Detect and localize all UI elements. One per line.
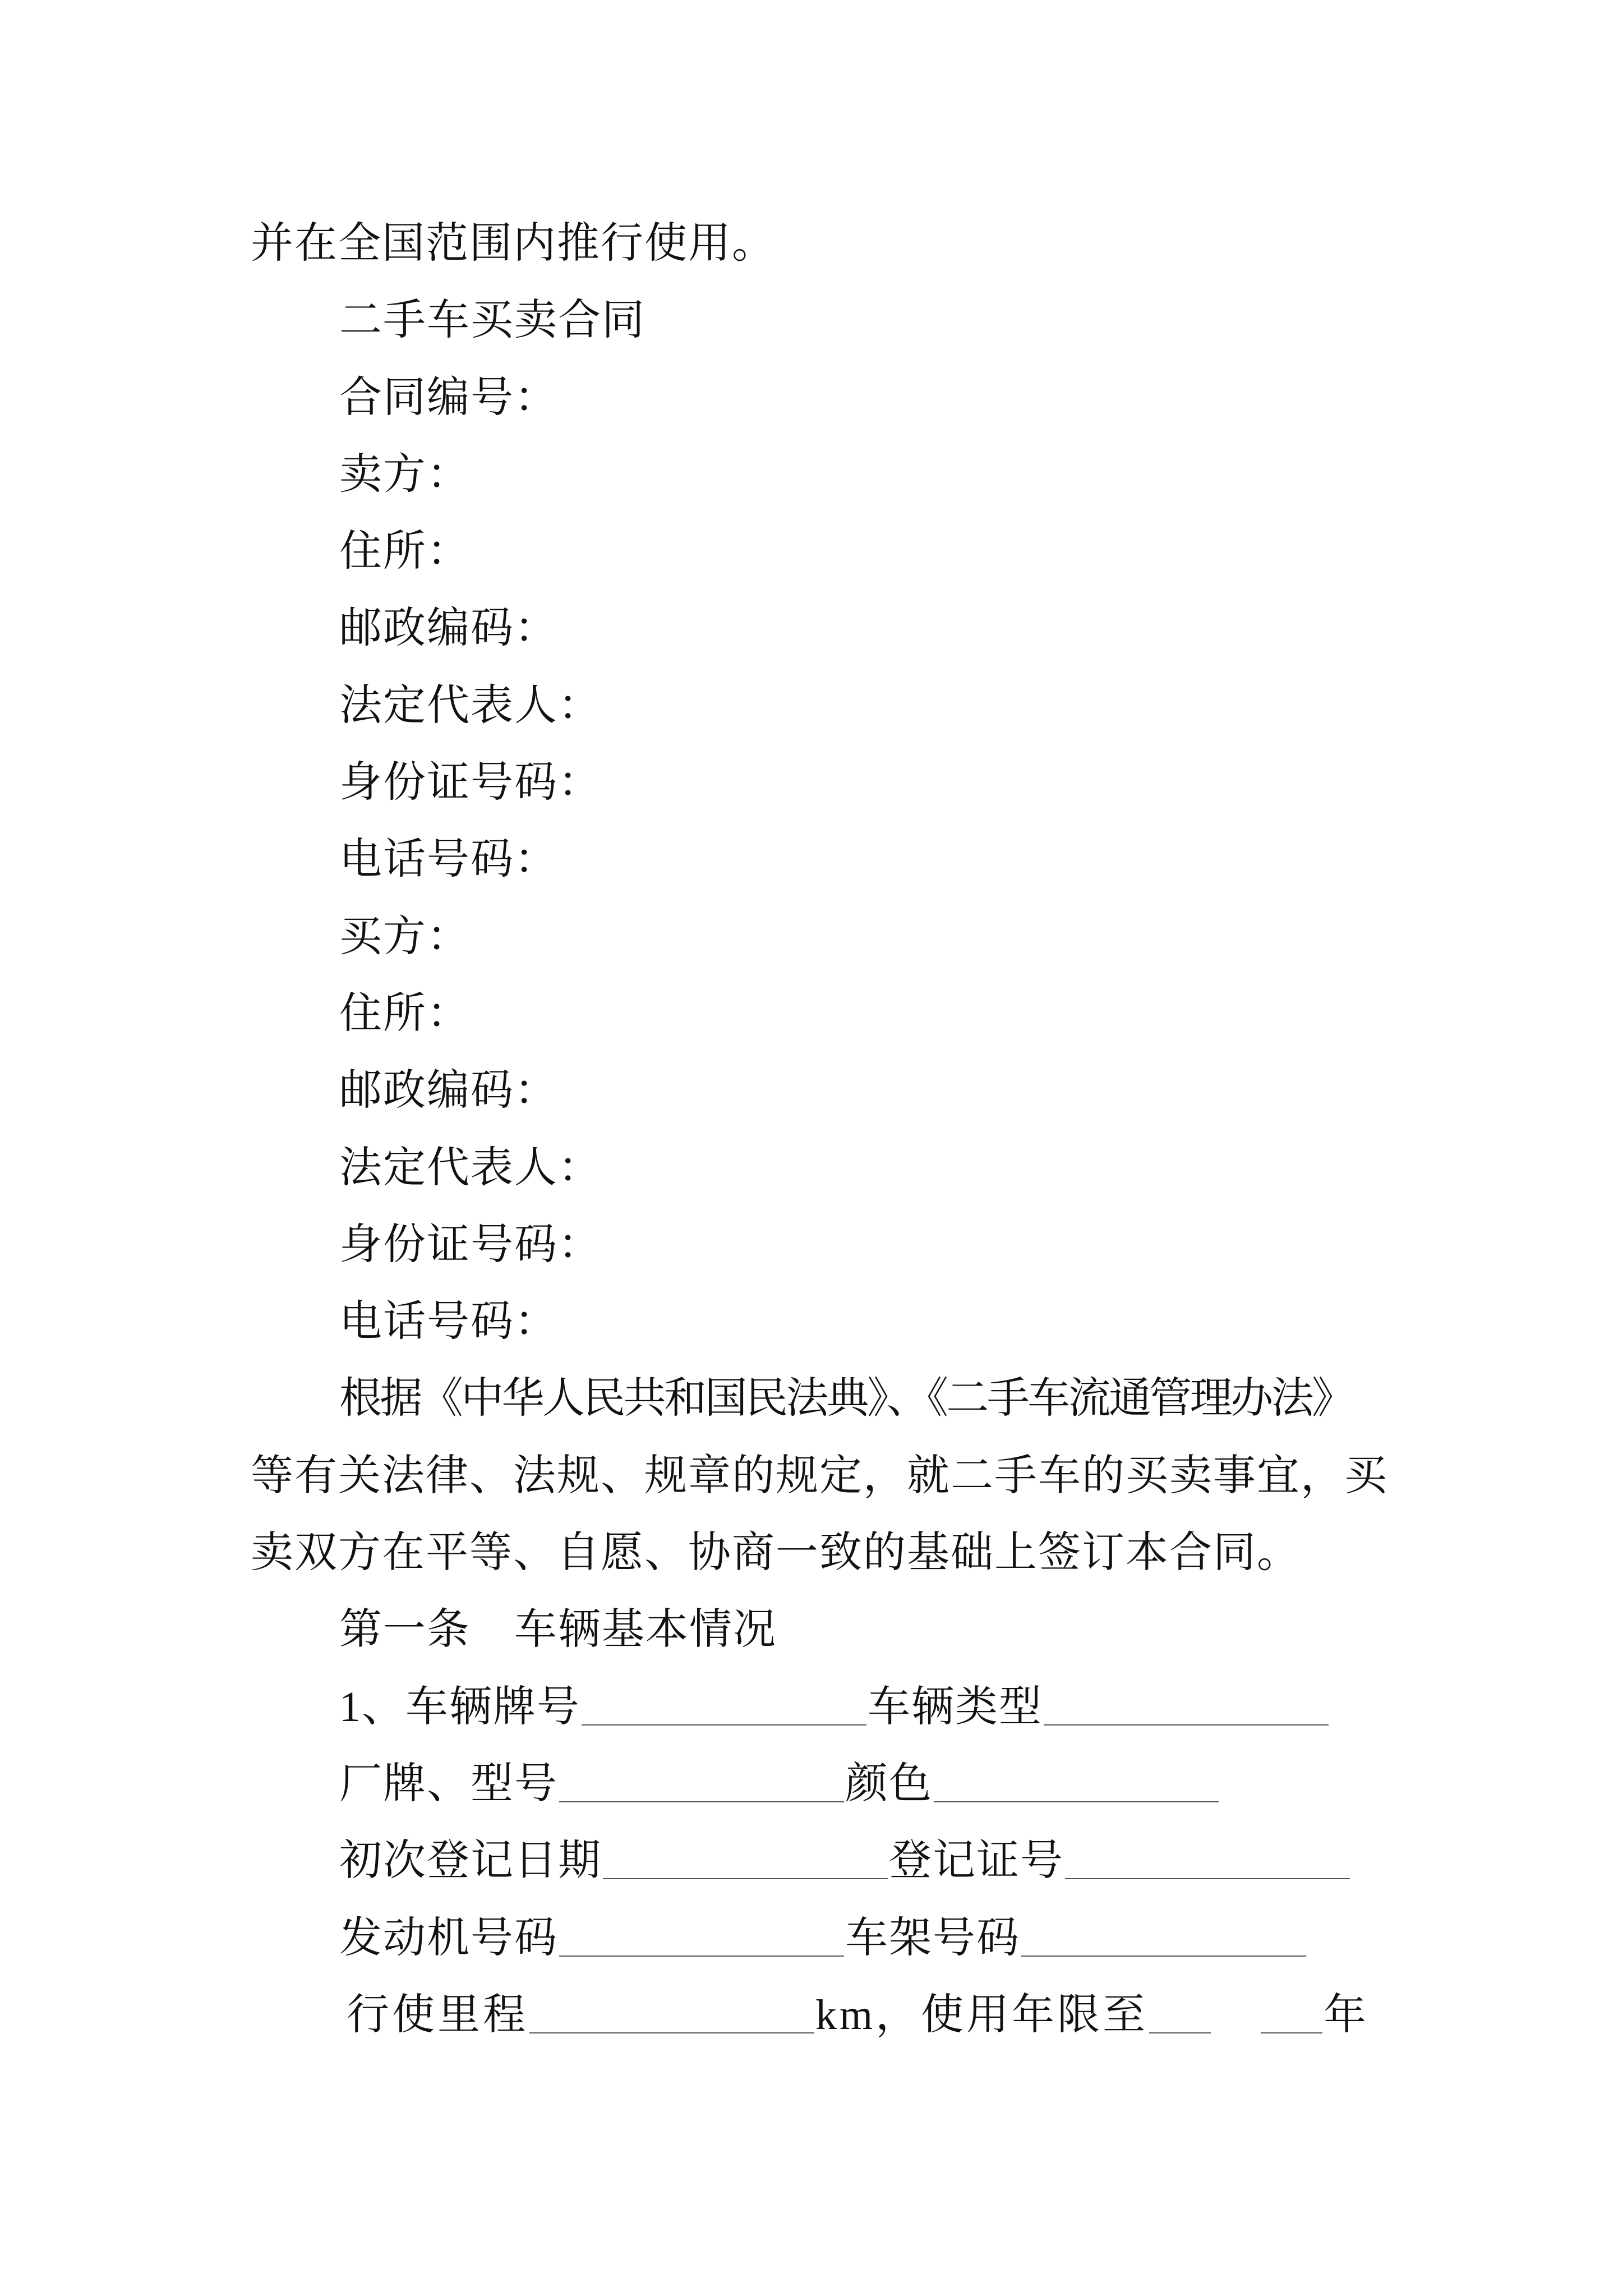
service-life-blank-2 <box>1261 2027 1322 2033</box>
seller-phone-label: 电话号码： <box>339 836 558 884</box>
mileage-label: 行使里程 <box>347 1991 528 2039</box>
frame-number-label: 车架号码 <box>845 1914 1020 1962</box>
brand-model-blank <box>559 1796 844 1802</box>
buyer-phone-label: 电话号码： <box>339 1298 558 1346</box>
vehicle-type-label: 车辆类型 <box>868 1683 1043 1731</box>
preamble-line-1: 根据《中华人民共和国民法典》、《二手车流通管理办法》 <box>339 1375 1353 1423</box>
seller-id-number-label: 身份证号码： <box>339 759 602 807</box>
frame-number-blank <box>1021 1950 1306 1957</box>
brand-model-label: 厂牌、型号 <box>339 1760 558 1807</box>
vehicle-info-row-mileage <box>251 1977 1623 2054</box>
color-blank <box>934 1796 1219 1802</box>
preamble-line-3: 卖双方在平等、自愿、协商一致的基础上签订本合同。 <box>251 1529 1301 1577</box>
plate-number-label: 1、车辆牌号 <box>339 1683 580 1731</box>
color-label: 颜色 <box>845 1760 933 1807</box>
vehicle-type-blank <box>1044 1719 1329 1726</box>
year-label: 年 <box>1324 1991 1370 2039</box>
preamble-line-2: 等有关法律、法规、规章的规定，就二手车的买卖事宜，买 <box>251 1452 1388 1499</box>
seller-address-label: 住所： <box>339 528 471 576</box>
vehicle-info-row-model <box>251 1746 1623 1823</box>
vehicle-info-row-engine <box>251 1900 1623 1977</box>
seller-legal-rep-label: 法定代表人： <box>339 682 602 729</box>
buyer-address-label: 住所： <box>339 990 471 1037</box>
buyer-postcode-label: 邮政编码： <box>339 1067 558 1115</box>
contract-number-label: 合同编号： <box>339 374 558 421</box>
seller-postcode-label: 邮政编码： <box>339 605 558 652</box>
service-life-blank-1 <box>1149 2027 1211 2033</box>
continuation-line: 并在全国范围内推行使用。 <box>251 220 776 267</box>
service-life-label: km，使用年限至 <box>815 1991 1149 2039</box>
buyer-id-number-label: 身份证号码： <box>339 1221 602 1268</box>
buyer-legal-rep-label: 法定代表人： <box>339 1144 602 1191</box>
first-registration-date-label: 初次登记日期 <box>339 1837 602 1885</box>
registration-cert-number-blank <box>1065 1872 1350 1879</box>
vehicle-info-row-plate <box>251 1669 1623 1746</box>
buyer-label: 买方： <box>339 913 471 960</box>
vehicle-info-row-registration <box>251 1823 1623 1899</box>
plate-number-blank <box>582 1719 866 1726</box>
article-1-heading: 第一条 车辆基本情况 <box>339 1606 777 1654</box>
registration-cert-number-label: 登记证号 <box>889 1837 1064 1885</box>
first-registration-date-blank <box>603 1872 888 1879</box>
engine-number-blank <box>559 1950 844 1957</box>
mileage-blank <box>529 2027 814 2033</box>
seller-label: 卖方： <box>339 450 471 498</box>
engine-number-label: 发动机号码 <box>339 1914 558 1962</box>
contract-title: 二手车买卖合同 <box>339 297 645 344</box>
